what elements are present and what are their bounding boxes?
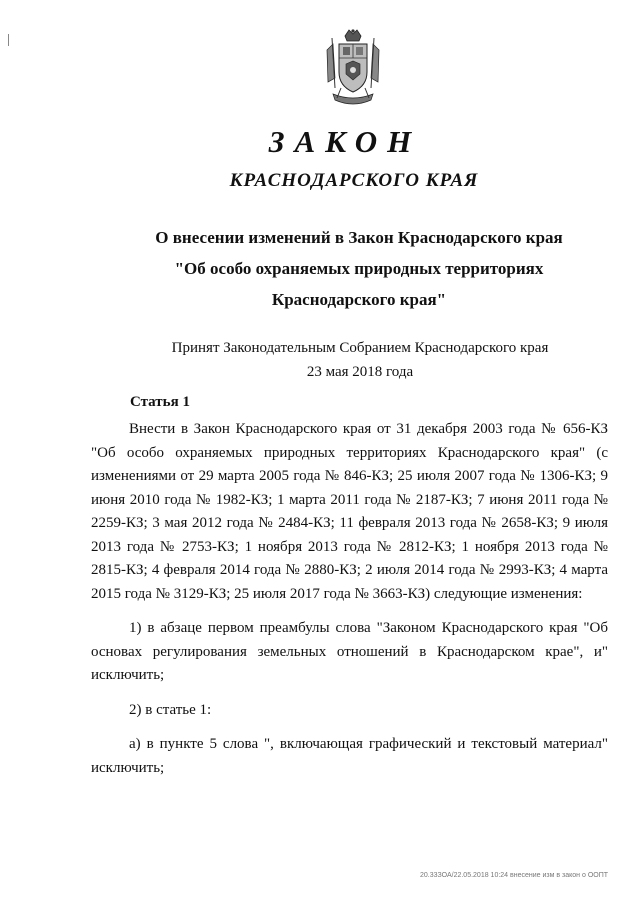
- document-footer-code: 20.33ЗОА/22.05.2018 10:24 внесение изм в закон о ООПТ: [420, 872, 609, 879]
- adoption-notice: [110, 336, 610, 384]
- law-title-line: "Об особо охраняемых природных территориях: [174, 259, 544, 278]
- law-title: [108, 222, 610, 315]
- adoption-date: 23 мая 2018 года: [306, 364, 414, 380]
- article-body: [91, 418, 608, 780]
- adoption-body: Принят Законодательным Собранием Краснодарского края: [171, 340, 549, 356]
- amendment-item-2: 2) в статье 1:: [129, 701, 212, 718]
- krasnodar-coat-of-arms-icon: [319, 28, 387, 110]
- issuing-region: КРАСНОДАРСКОГО КРАЯ: [229, 170, 479, 191]
- article-heading: Статья 1: [130, 394, 190, 410]
- law-title-line: Краснодарского края": [271, 290, 447, 309]
- amendment-item-1: 1) в абзаце первом преамбулы слова "Законом Краснодарского края "Об основах регулирования земельных отношений в Краснодарском крае", и" исключить;: [91, 620, 608, 683]
- document-type-title: ЗАКОН: [268, 124, 422, 159]
- article-intro-paragraph: Внести в Закон Краснодарского края от 31 декабря 2003 года № 656-КЗ "Об особо охраняемых природных территориях Краснодарского края" (с изменениями от 29 марта 2005 года № 846-КЗ; 25 июля 2007 года № 1306-КЗ; 9 июня 2010 года № 1982-КЗ; 1 марта 2011 года № 2187-КЗ; 7 июня 2011 года № 2259-КЗ; 3 мая 2012 года № 2484-КЗ; 11 февраля 2013 года № 2658-КЗ; 9 июля 2013 года № 2753-КЗ; 1 ноября 2013 года № 2812-КЗ; 1 ноября 2013 года № 2815-КЗ; 4 февраля 2014 года № 2880-КЗ; 2 июля 2014 года № 2993-КЗ; 4 марта 2015 года № 3129-КЗ; 25 июля 2017 года № 3663-КЗ) следующие изменения:: [91, 421, 608, 602]
- scan-edge-mark: [8, 34, 9, 46]
- law-title-line: О внесении изменений в Закон Краснодарского края: [155, 228, 563, 247]
- amendment-item-2a: а) в пункте 5 слова ", включающая графический и текстовый материал" исключить;: [91, 736, 608, 776]
